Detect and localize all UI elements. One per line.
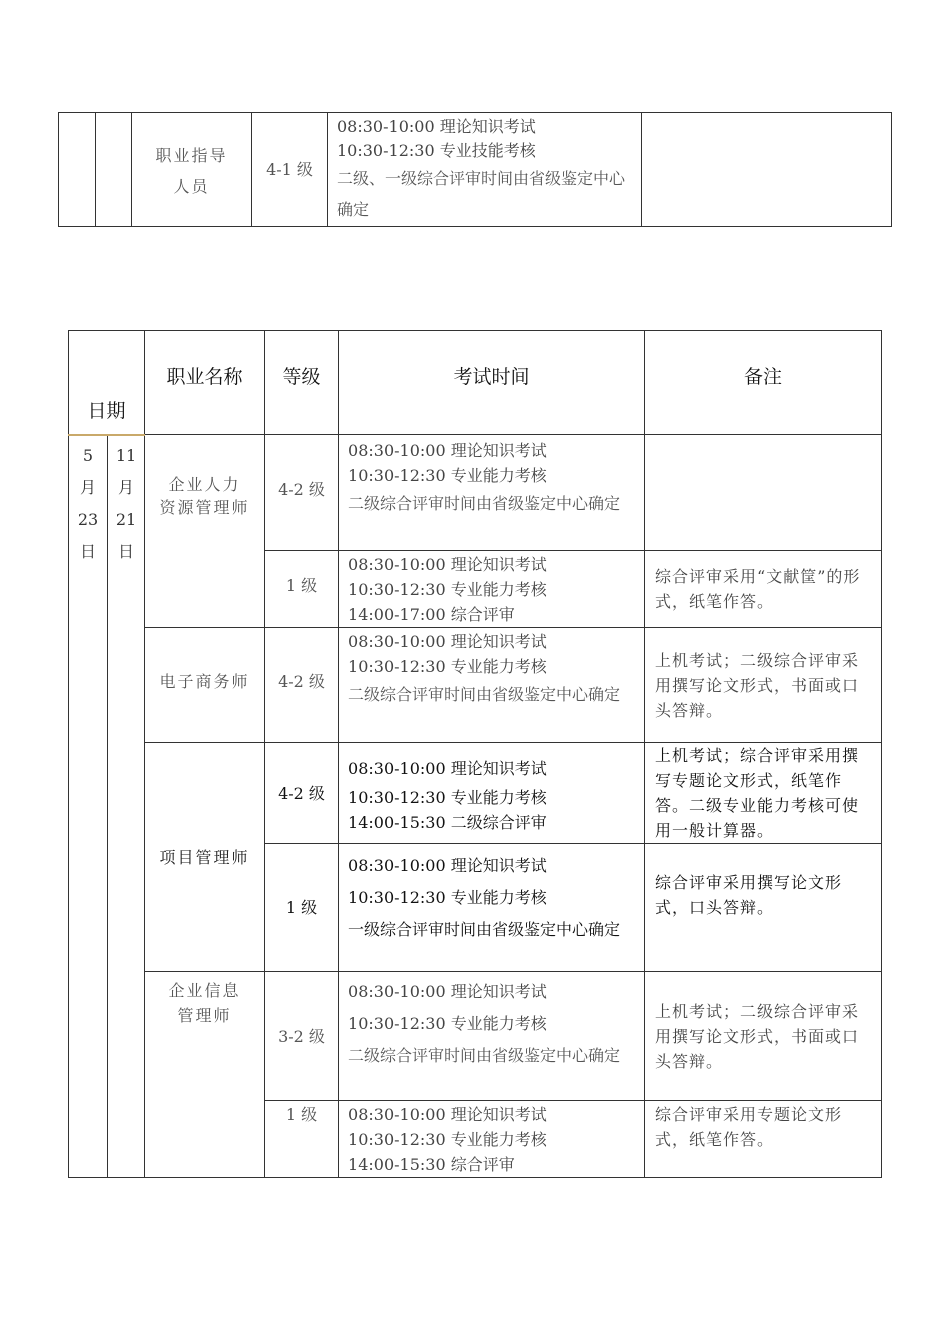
schedule-table [68, 330, 882, 1178]
time-line: 08:30-10:00 理论知识考试 [348, 982, 547, 1001]
header-date [69, 331, 145, 435]
time-cell [339, 435, 645, 551]
time-line: 08:30-10:00 理论知识考试 [337, 117, 536, 136]
time-line: 08:30-10:00 理论知识考试 [348, 441, 547, 460]
note-cell: 综合评审采用“文献筐”的形式，纸笔作答。 [645, 551, 882, 628]
level-cell: 4-2 级 [265, 435, 339, 551]
level-cell: 1 级 [265, 1101, 339, 1178]
occupation-line: 企业人力 [168, 475, 241, 494]
time-line: 10:30-12:30 专业能力考核 [348, 1130, 547, 1149]
time-cell [328, 113, 642, 227]
time-line: 14:00-17:00 综合评审 [348, 605, 515, 624]
time-line: 14:00-15:30 二级综合评审 [348, 813, 547, 832]
header-note: 备注 [645, 331, 882, 435]
level-cell: 3-2 级 [265, 972, 339, 1101]
occupation-line: 人员 [173, 176, 210, 196]
note-cell: 综合评审采用专题论文形式，纸笔作答。 [645, 1101, 882, 1178]
date-cell-empty [96, 113, 132, 227]
occupation-line: 企业信息 [168, 981, 241, 1000]
time-cell [339, 972, 645, 1101]
occupation-line: 资源管理师 [159, 498, 250, 517]
time-cell [339, 844, 645, 972]
top-table [58, 112, 892, 227]
level-cell: 4-2 级 [265, 628, 339, 743]
date-char: 23 [77, 509, 99, 529]
occupation-cell [145, 972, 265, 1178]
time-cell [339, 628, 645, 743]
date-char: 21 [115, 509, 137, 529]
time-line: 10:30-12:30 专业能力考核 [348, 466, 547, 485]
time-line: 08:30-10:00 理论知识考试 [348, 856, 547, 875]
time-line: 二级综合评审时间由省级鉴定中心确定 [348, 685, 621, 704]
level-cell: 4-1 级 [252, 113, 328, 227]
date-char: 月 [79, 477, 96, 497]
occupation-cell [145, 435, 265, 628]
time-cell [339, 551, 645, 628]
date-char: 日 [79, 541, 96, 561]
time-line: 10:30-12:30 专业能力考核 [348, 580, 547, 599]
time-line: 08:30-10:00 理论知识考试 [348, 555, 547, 574]
date-column-2 [108, 435, 145, 1178]
time-line: 14:00-15:30 综合评审 [348, 1155, 515, 1174]
header-time: 考试时间 [339, 331, 645, 435]
time-line: 二级、一级综合评审时间由省级鉴定中心确定 [337, 169, 626, 219]
header-level: 等级 [265, 331, 339, 435]
time-line: 08:30-10:00 理论知识考试 [348, 632, 547, 651]
time-line: 10:30-12:30 专业能力考核 [348, 657, 547, 676]
note-cell: 综合评审采用撰写论文形式，口头答辩。 [645, 844, 882, 972]
level-cell: 1 级 [265, 844, 339, 972]
date-char: 日 [118, 541, 135, 561]
time-line: 10:30-12:30 专业能力考核 [348, 888, 547, 907]
time-line: 10:30-12:30 专业能力考核 [348, 1014, 547, 1033]
date-char: 11 [115, 445, 137, 465]
note-cell [642, 113, 892, 227]
time-line: 一级综合评审时间由省级鉴定中心确定 [348, 920, 621, 939]
time-line: 二级综合评审时间由省级鉴定中心确定 [348, 494, 621, 513]
header-occupation: 职业名称 [145, 331, 265, 435]
level-cell: 4-2 级 [265, 743, 339, 844]
occupation-cell [132, 113, 252, 227]
date-cell-empty [59, 113, 96, 227]
time-line: 二级综合评审时间由省级鉴定中心确定 [348, 1046, 621, 1065]
note-cell: 上机考试；二级综合评审采用撰写论文形式，书面或口头答辩。 [645, 972, 882, 1101]
occupation-line: 管理师 [177, 1006, 232, 1025]
time-cell [339, 1101, 645, 1178]
header-date-label: 日期 [87, 399, 126, 422]
occupation-line: 职业指导 [155, 145, 228, 165]
time-line: 10:30-12:30 专业技能考核 [337, 141, 536, 160]
note-cell: 上机考试；二级综合评审采用撰写论文形式，书面或口头答辩。 [645, 628, 882, 743]
time-cell [339, 743, 645, 844]
note-cell [645, 435, 882, 551]
time-line: 08:30-10:00 理论知识考试 [348, 759, 547, 778]
occupation-cell: 电子商务师 [145, 628, 265, 743]
time-line: 10:30-12:30 专业能力考核 [348, 788, 547, 807]
date-column-1 [69, 435, 108, 1178]
date-char: 5 [82, 445, 94, 465]
occupation-cell: 项目管理师 [145, 743, 265, 972]
time-line: 08:30-10:00 理论知识考试 [348, 1105, 547, 1124]
date-char: 月 [118, 477, 135, 497]
note-cell: 上机考试；综合评审采用撰写专题论文形式，纸笔作答。二级专业能力考核可使用一般计算器。 [645, 743, 882, 844]
level-cell: 1 级 [265, 551, 339, 628]
